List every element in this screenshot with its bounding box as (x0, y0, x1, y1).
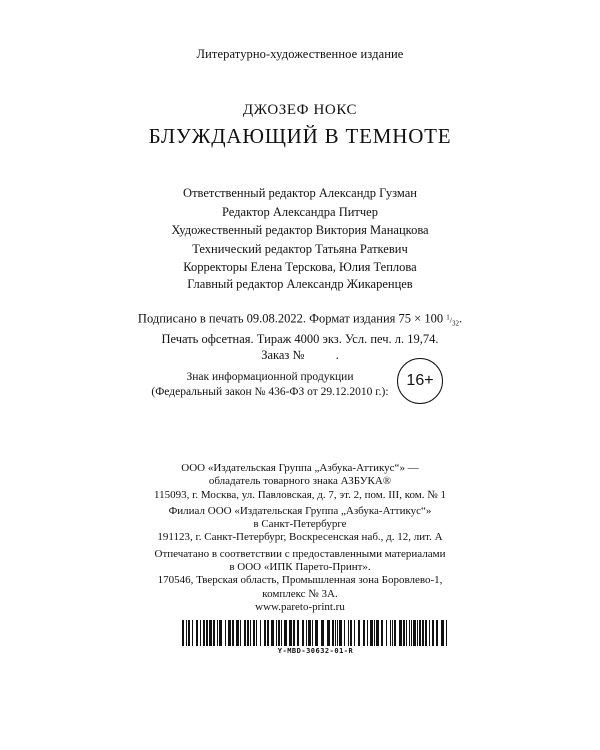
print-info-line2: Печать офсетная. Тираж 4000 экз. Усл. печ. л. 19,74. (161, 332, 439, 347)
printer-website[interactable]: www.pareto-print.ru (255, 600, 345, 613)
print-info-line3: Заказ № . (261, 348, 339, 363)
format-fraction: $^1/_{32}$ (446, 313, 459, 328)
barcode-bar (250, 620, 251, 646)
barcode-bar (417, 620, 418, 646)
barcode-bar (411, 620, 412, 646)
credits-list (0, 184, 600, 277)
barcode-bar (312, 620, 313, 646)
barcode-bar (192, 620, 193, 646)
barcode (180, 620, 451, 658)
barcode-bar (332, 620, 334, 646)
credit-line: Редактор Александра Питчер (222, 204, 378, 219)
barcode-bar (240, 620, 241, 646)
barcode-bar (302, 620, 304, 646)
age-rating-badge: 16+ (397, 358, 443, 404)
barcode-bar (186, 620, 187, 646)
barcode-bar (188, 620, 190, 646)
barcode-bar (350, 620, 352, 646)
barcode-bar (293, 620, 295, 646)
barcode-bar (196, 620, 198, 646)
book-title: БЛУЖДАЮЩИЙ В ТЕМНОТЕ (148, 124, 452, 148)
barcode-bar (206, 620, 208, 646)
barcode-bar (264, 620, 266, 646)
barcode-bar (289, 620, 292, 646)
info-sign-line1: Знак информационной продукции (186, 371, 354, 383)
barcode-bar (182, 620, 184, 646)
barcode-bar (419, 620, 421, 646)
barcode-bar (381, 620, 383, 646)
barcode-bar (363, 620, 365, 646)
barcode-bar (278, 620, 280, 646)
credit-line: Корректоры Елена Терскова, Юлия Теплова (183, 260, 417, 274)
barcode-bar (432, 620, 434, 646)
barcode-bar (308, 620, 311, 646)
credit-line: Ответственный редактор Александр Гузман (183, 186, 417, 200)
barcode-bar (315, 620, 318, 646)
credit-line: Технический редактор Татьяна Раткевич (192, 241, 408, 256)
barcode-bar (209, 620, 212, 646)
barcode-bar (376, 620, 379, 646)
barcode-bar (406, 620, 407, 646)
barcode-bar (284, 620, 287, 646)
barcode-bar (321, 620, 324, 646)
print-info-line1: Подписано в печать 09.08.2022. Формат издания 75 × 100 $^1/_{32}$. (137, 311, 463, 328)
barcode-bar (327, 620, 330, 646)
barcode-bar (344, 620, 345, 646)
barcode-bar (403, 620, 405, 646)
barcode-bar (203, 620, 205, 646)
barcode-bars (180, 620, 451, 646)
barcode-bar (271, 620, 274, 646)
barcode-text: Y-MBD-30632-01-R (277, 647, 354, 655)
publisher-block: ООО «Издательская Группа „Азбука-Аттикус“» — обладатель товарного знака АЗБУКА® 115093, г. Москва, ул. Павловская, д. 7, эт. 2, пом. III, ком. № 1 (153, 462, 446, 501)
barcode-bar (436, 620, 438, 646)
barcode-bar (374, 620, 375, 646)
barcode-bar (335, 620, 336, 646)
barcode-bar (422, 620, 424, 646)
barcode-bar (225, 620, 226, 646)
barcode-bar (386, 620, 387, 646)
print-info-format: Подписано в печать 09.08.2022. Формат издания 75 × 100 (137, 311, 444, 326)
barcode-bar (425, 620, 427, 646)
barcode-bar (441, 620, 444, 646)
publisher-info (0, 462, 600, 617)
barcode-bar (260, 620, 261, 646)
barcode-bar (399, 620, 402, 646)
branch-block: Филиал ООО «Издательская Группа „Азбука-Аттикус“» в Санкт-Петербурге 191123, г. Санкт-Петербург, Воскресенская наб., д. 12, лит. А (157, 504, 443, 544)
info-sign-text (130, 370, 410, 399)
printer-block: Отпечатано в соответствии с предоставленными материалами в ООО «ИПК Парето-Принт». 170546, Тверская область, Промышленная зона Боровлево-1, комплекс № 3А. www.pareto-print.ru (154, 547, 446, 613)
barcode-bar (217, 620, 218, 646)
info-sign-line2: (Федеральный закон № 436-ФЗ от 29.12.2010 г.): (151, 385, 389, 398)
barcode-bar (213, 620, 215, 646)
barcode-bar (253, 620, 255, 646)
author-name: ДЖОЗЕФ НОКС (242, 102, 358, 118)
barcode-bar (446, 620, 447, 646)
barcode-bar (358, 620, 360, 646)
print-info (0, 309, 600, 363)
barcode-bar (297, 620, 299, 646)
barcode-bar (367, 620, 368, 646)
barcode-bar (200, 620, 201, 646)
credit-line: Художественный редактор Виктория Манацкова (171, 223, 429, 237)
barcode-bar (256, 620, 257, 646)
barcode-bar (219, 620, 222, 646)
barcode-bar (348, 620, 349, 646)
barcode-bar (339, 620, 342, 646)
barcode-bar (409, 620, 410, 646)
barcode-bar (429, 620, 430, 646)
barcode-bar (337, 620, 338, 646)
barcode-bar (370, 620, 373, 646)
barcode-bar (244, 620, 246, 646)
barcode-bar (236, 620, 239, 646)
barcode-bar (394, 620, 396, 646)
barcode-bar (267, 620, 269, 646)
barcode-bar (228, 620, 231, 646)
barcode-bar (306, 620, 307, 646)
barcode-bar (392, 620, 393, 646)
barcode-bar (390, 620, 391, 646)
barcode-bar (413, 620, 416, 646)
barcode-bar (232, 620, 234, 646)
barcode-bar (281, 620, 282, 646)
chief-editor: Главный редактор Александр Жикаренцев (187, 277, 413, 291)
genre-line: Литературно-художественное издание (196, 47, 404, 61)
barcode-bar (247, 620, 249, 646)
barcode-bar (354, 620, 355, 646)
barcode-bar (276, 620, 277, 646)
